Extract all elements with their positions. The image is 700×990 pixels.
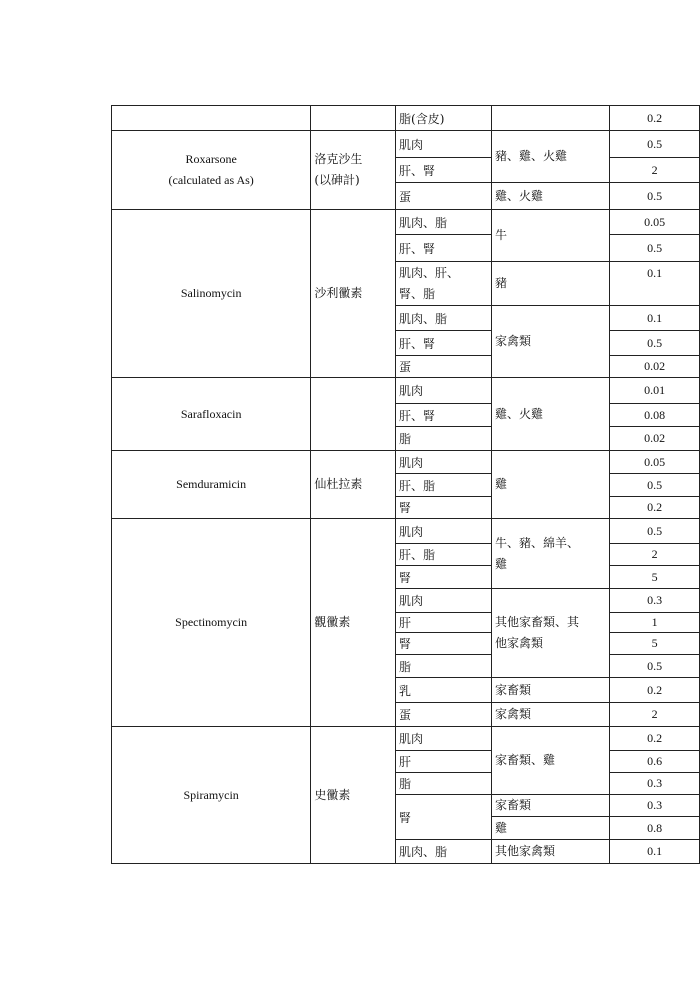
tissue-cell: 肝 xyxy=(396,751,492,773)
tissue-cell xyxy=(396,262,492,306)
mrl-value-cell: 0.2 xyxy=(610,106,700,131)
species-cell: 豬 xyxy=(491,262,609,306)
tissue-cell: 肝、腎 xyxy=(396,235,492,262)
tissue-line: 肌肉、肝、 xyxy=(399,265,460,280)
table-row xyxy=(112,451,700,474)
mrl-value-cell: 0.5 xyxy=(610,235,700,262)
mrl-value-cell: 2 xyxy=(610,544,700,566)
tissue-cell: 腎 xyxy=(396,633,492,655)
drug-name-zh-cell xyxy=(311,378,396,451)
drug-name-zh-cell: 沙利黴素 xyxy=(311,210,396,378)
tissue-cell: 肌肉、脂 xyxy=(396,306,492,331)
mrl-value-cell: 0.3 xyxy=(610,795,700,817)
tissue-cell: 肝、腎 xyxy=(396,404,492,427)
mrl-value-cell: 0.5 xyxy=(610,331,700,356)
species-cell: 雞、火雞 xyxy=(491,378,609,451)
species-cell xyxy=(491,589,609,678)
mrl-value-cell: 1 xyxy=(610,613,700,633)
drug-name-zh: 洛克沙生 xyxy=(314,152,363,166)
drug-name-en-note: (calculated as As) xyxy=(168,173,254,187)
species-cell: 家禽類 xyxy=(491,703,609,727)
species-cell xyxy=(491,106,609,131)
species-cell: 家畜類、雞 xyxy=(491,727,609,795)
tissue-cell: 肌肉 xyxy=(396,131,492,158)
mrl-value-cell: 0.08 xyxy=(610,404,700,427)
drug-name-en-cell: Semduramicin xyxy=(112,451,311,519)
tissue-cell: 腎 xyxy=(396,566,492,589)
mrl-value-cell: 0.8 xyxy=(610,817,700,840)
drug-name-en-cell: Sarafloxacin xyxy=(112,378,311,451)
drug-name-zh-cell: 仙杜拉素 xyxy=(311,451,396,519)
drug-name-zh-cell: 史黴素 xyxy=(311,727,396,864)
tissue-cell: 肝、腎 xyxy=(396,331,492,356)
mrl-value-cell: 0.5 xyxy=(610,131,700,158)
drug-name-en-cell xyxy=(112,131,311,210)
mrl-value-cell: 0.02 xyxy=(610,427,700,451)
species-cell: 其他家禽類 xyxy=(491,840,609,864)
table-row xyxy=(112,106,700,131)
tissue-cell: 蛋 xyxy=(396,183,492,210)
tissue-cell: 脂 xyxy=(396,427,492,451)
tissue-cell: 肌肉 xyxy=(396,378,492,404)
tissue-cell: 乳 xyxy=(396,678,492,703)
table-row xyxy=(112,519,700,544)
mrl-value-cell: 0.02 xyxy=(610,356,700,378)
mrl-value-cell: 0.1 xyxy=(610,262,700,306)
mrl-value-cell: 0.1 xyxy=(610,840,700,864)
tissue-cell: 肌肉、脂 xyxy=(396,210,492,235)
species-cell: 雞 xyxy=(491,451,609,519)
table-row xyxy=(112,378,700,404)
tissue-cell: 肝、脂 xyxy=(396,474,492,497)
species-line: 他家禽類 xyxy=(494,636,543,650)
table-row xyxy=(112,727,700,751)
tissue-cell: 脂(含皮) xyxy=(396,106,492,131)
mrl-value-cell: 0.6 xyxy=(610,751,700,773)
tissue-cell: 腎 xyxy=(396,795,492,840)
table-row xyxy=(112,210,700,235)
mrl-value-cell: 0.5 xyxy=(610,519,700,544)
drug-name-en-cell: Spiramycin xyxy=(112,727,311,864)
tissue-cell: 肝、脂 xyxy=(396,544,492,566)
species-cell: 雞、火雞 xyxy=(491,183,609,210)
tissue-cell: 脂 xyxy=(396,773,492,795)
mrl-value-cell: 2 xyxy=(610,158,700,183)
species-cell: 豬、雞、火雞 xyxy=(491,131,609,183)
drug-name-en-cell: Salinomycin xyxy=(112,210,311,378)
tissue-cell: 脂 xyxy=(396,655,492,678)
species-line: 牛、豬、綿羊、 xyxy=(494,535,579,550)
tissue-cell: 蛋 xyxy=(396,356,492,378)
species-cell: 雞 xyxy=(491,817,609,840)
mrl-value-cell: 0.3 xyxy=(610,589,700,613)
tissue-cell: 肌肉 xyxy=(396,727,492,751)
mrl-value-cell: 0.1 xyxy=(610,306,700,331)
species-line: 雞 xyxy=(494,556,507,571)
mrl-value-cell: 0.01 xyxy=(610,378,700,404)
drug-name-zh-cell xyxy=(311,106,396,131)
species-cell: 家畜類 xyxy=(491,678,609,703)
species-line: 其他家畜類、其 xyxy=(494,615,579,629)
tissue-cell: 腎 xyxy=(396,497,492,519)
species-cell: 牛 xyxy=(491,210,609,262)
drug-name-zh-cell xyxy=(311,131,396,210)
species-cell: 家畜類 xyxy=(491,795,609,817)
drug-name-en-cell xyxy=(112,106,311,131)
table-row xyxy=(112,131,700,158)
mrl-value-cell: 0.5 xyxy=(610,474,700,497)
tissue-cell: 肌肉、脂 xyxy=(396,840,492,864)
mrl-value-cell: 2 xyxy=(610,703,700,727)
mrl-value-cell: 0.5 xyxy=(610,655,700,678)
mrl-value-cell: 0.2 xyxy=(610,678,700,703)
species-cell: 家禽類 xyxy=(491,306,609,378)
mrl-value-cell: 0.2 xyxy=(610,497,700,519)
tissue-line: 腎、脂 xyxy=(399,286,436,301)
tissue-cell: 肌肉 xyxy=(396,451,492,474)
mrl-value-cell: 0.2 xyxy=(610,727,700,751)
tissue-cell: 肝 xyxy=(396,613,492,633)
tissue-cell: 肌肉 xyxy=(396,589,492,613)
mrl-value-cell: 0.05 xyxy=(610,210,700,235)
mrl-table xyxy=(111,105,700,864)
drug-name-en-cell: Spectinomycin xyxy=(112,519,311,727)
tissue-cell: 蛋 xyxy=(396,703,492,727)
mrl-value-cell: 0.05 xyxy=(610,451,700,474)
mrl-value-cell: 0.5 xyxy=(610,183,700,210)
mrl-value-cell: 5 xyxy=(610,566,700,589)
species-cell xyxy=(491,519,609,589)
tissue-cell: 肌肉 xyxy=(396,519,492,544)
mrl-value-cell: 5 xyxy=(610,633,700,655)
drug-name-zh-cell: 觀黴素 xyxy=(311,519,396,727)
drug-name-en: Roxarsone xyxy=(185,152,237,166)
mrl-value-cell: 0.3 xyxy=(610,773,700,795)
drug-name-zh-note: (以砷計) xyxy=(314,173,360,187)
tissue-cell: 肝、腎 xyxy=(396,158,492,183)
